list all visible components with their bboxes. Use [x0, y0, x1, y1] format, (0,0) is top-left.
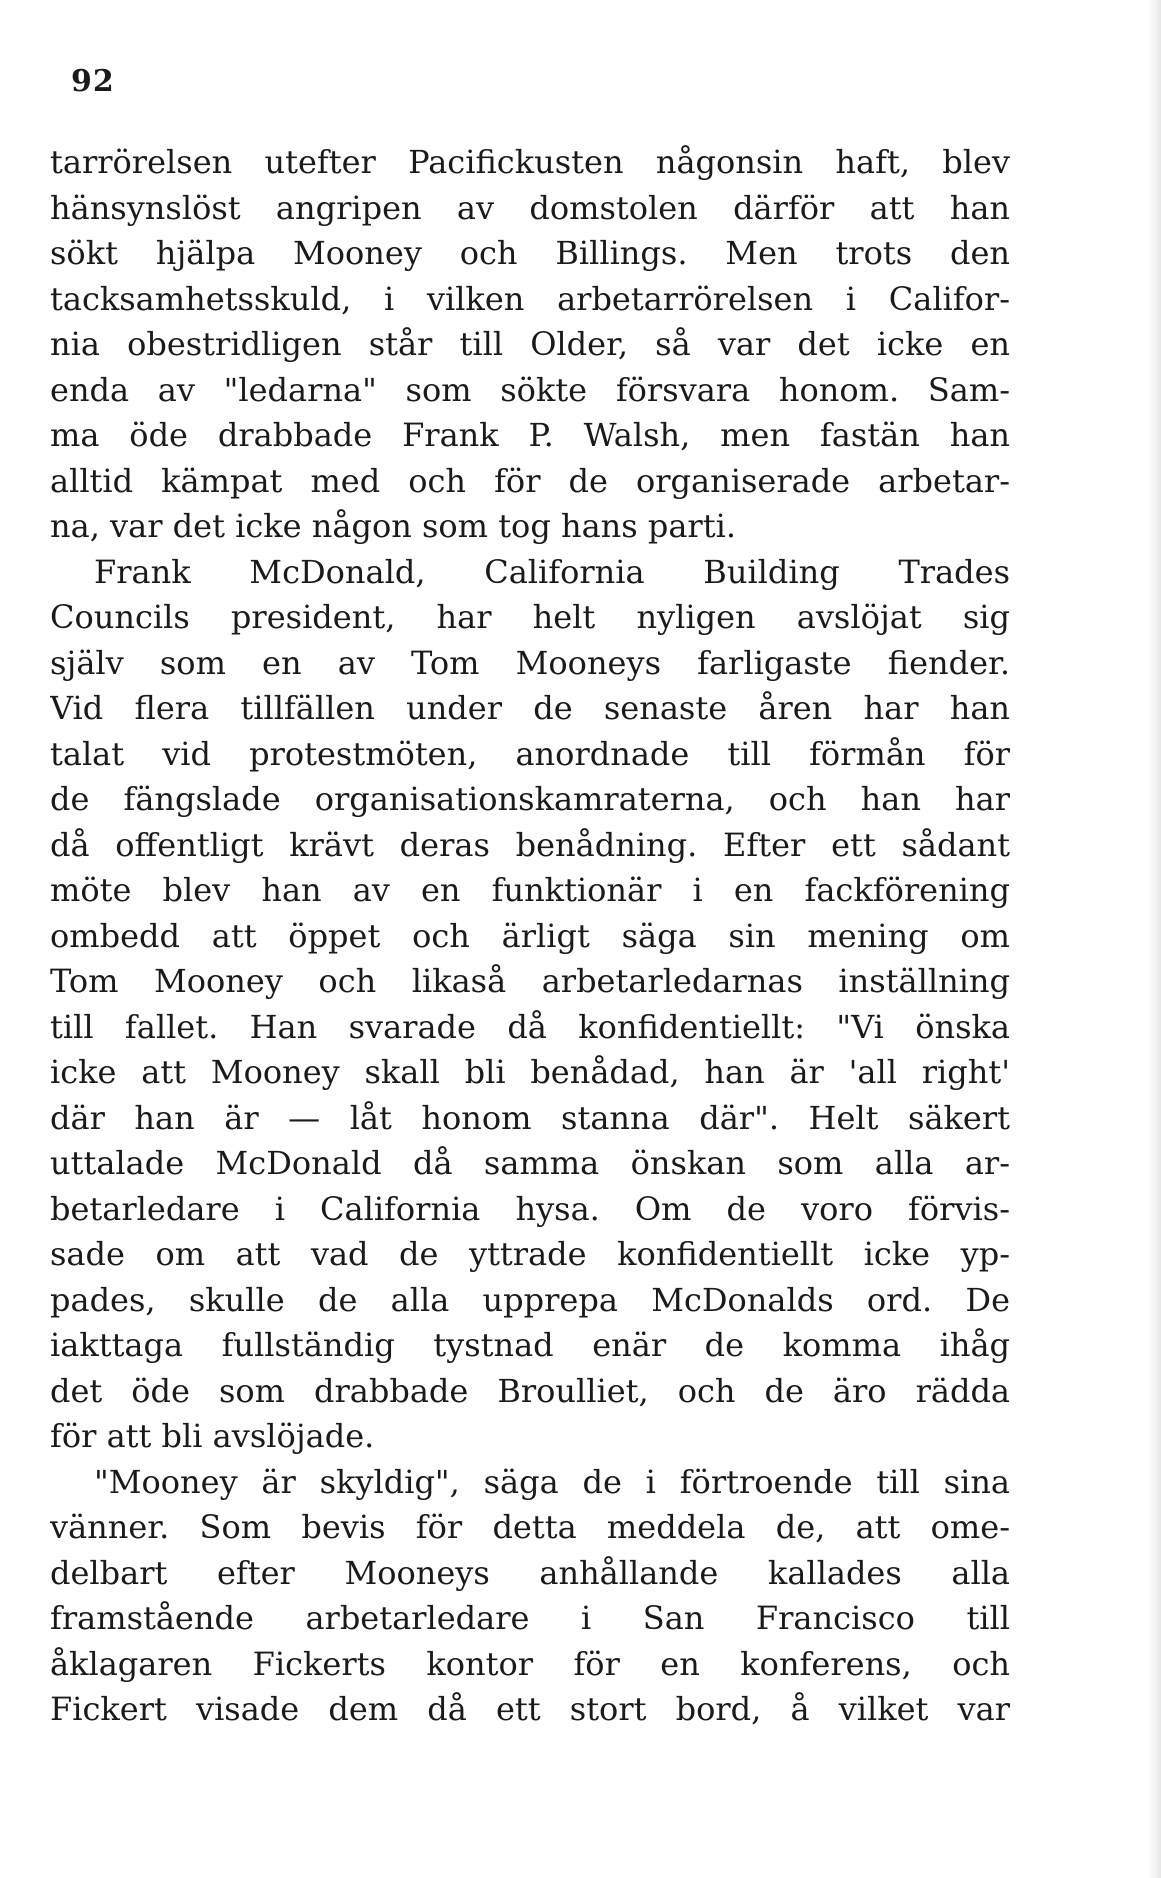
text-line: tacksamhetsskuld, i vilken arbetarrörelsen i Califor- — [50, 279, 1010, 318]
text-line: ma öde drabbade Frank P. Walsh, men fastän han — [50, 416, 1010, 454]
text-line: ombedd att öppet och ärligt säga sin mening om — [50, 916, 1010, 955]
text-line: för att bli avslöjade. — [50, 1417, 375, 1455]
page-edge-shadow — [1147, 0, 1161, 1878]
text-line: då offentligt krävt deras benådning. Efter ett sådant — [50, 825, 1010, 864]
text-line: Councils president, har helt nyligen avslöjat sig — [50, 598, 1010, 636]
text-line: möte blev han av en funktionär i en fackförening — [50, 871, 1010, 909]
text-line: "Mooney är skyldig", säga de i förtroende till sina — [94, 1462, 1010, 1501]
text-line: na, var det icke någon som tog hans parti. — [50, 507, 736, 545]
text-line: betarledare i California hysa. Om de voro förvis- — [50, 1189, 1010, 1228]
text-line: pades, skulle de alla upprepa McDonalds ord. De — [50, 1280, 1010, 1319]
text-line: Tom Mooney och likaså arbetarledarnas inställning — [50, 962, 1010, 1000]
text-line: de fängslade organisationskamraterna, och han har — [50, 780, 1010, 818]
text-line: till fallet. Han svarade då konfidentiellt: "Vi önska — [50, 1007, 1010, 1046]
text-line: framstående arbetarledare i San Francisco till — [50, 1599, 1010, 1637]
text-line: sade om att vad de yttrade konfidentiellt icke yp- — [50, 1235, 1010, 1273]
page-number: 92 — [71, 64, 115, 99]
text-line: hänsynslöst angripen av domstolen därför att han — [50, 188, 1010, 227]
text-line: Fickert visade dem då ett stort bord, å vilket var — [50, 1690, 1010, 1728]
text-line: alltid kämpat med och för de organiserade arbetar- — [50, 461, 1010, 500]
body-text — [50, 140, 1010, 1733]
text-line: nia obestridligen står till Older, så var det icke en — [50, 325, 1010, 363]
text-line: det öde som drabbade Broulliet, och de äro rädda — [50, 1371, 1010, 1410]
text-line: där han är — låt honom stanna där". Helt säkert — [50, 1098, 1010, 1137]
text-line: delbart efter Mooneys anhållande kallades alla — [50, 1553, 1010, 1592]
text-line: uttalade McDonald då samma önskan som alla ar- — [50, 1144, 1010, 1182]
text-line: åklagaren Fickerts kontor för en konferens, och — [50, 1644, 1010, 1683]
text-line: vänner. Som bevis för detta meddela de, att ome- — [50, 1508, 1010, 1546]
text-line: Frank McDonald, California Building Trades — [94, 552, 1010, 591]
text-line: själv som en av Tom Mooneys farligaste fiender. — [50, 643, 1010, 682]
text-line: enda av "ledarna" som sökte försvara honom. Sam- — [50, 370, 1010, 409]
text-line: Vid flera tillfällen under de senaste åren har han — [50, 689, 1010, 727]
text-line: icke att Mooney skall bli benådad, han är 'all right' — [50, 1053, 1010, 1091]
text-line: sökt hjälpa Mooney och Billings. Men trots den — [50, 234, 1010, 272]
text-line: iakttaga fullständig tystnad enär de komma ihåg — [50, 1326, 1010, 1364]
text-line: tarrörelsen utefter Pacifickusten någonsin haft, blev — [50, 143, 1010, 181]
text-line: talat vid protestmöten, anordnade till förmån för — [50, 734, 1010, 773]
